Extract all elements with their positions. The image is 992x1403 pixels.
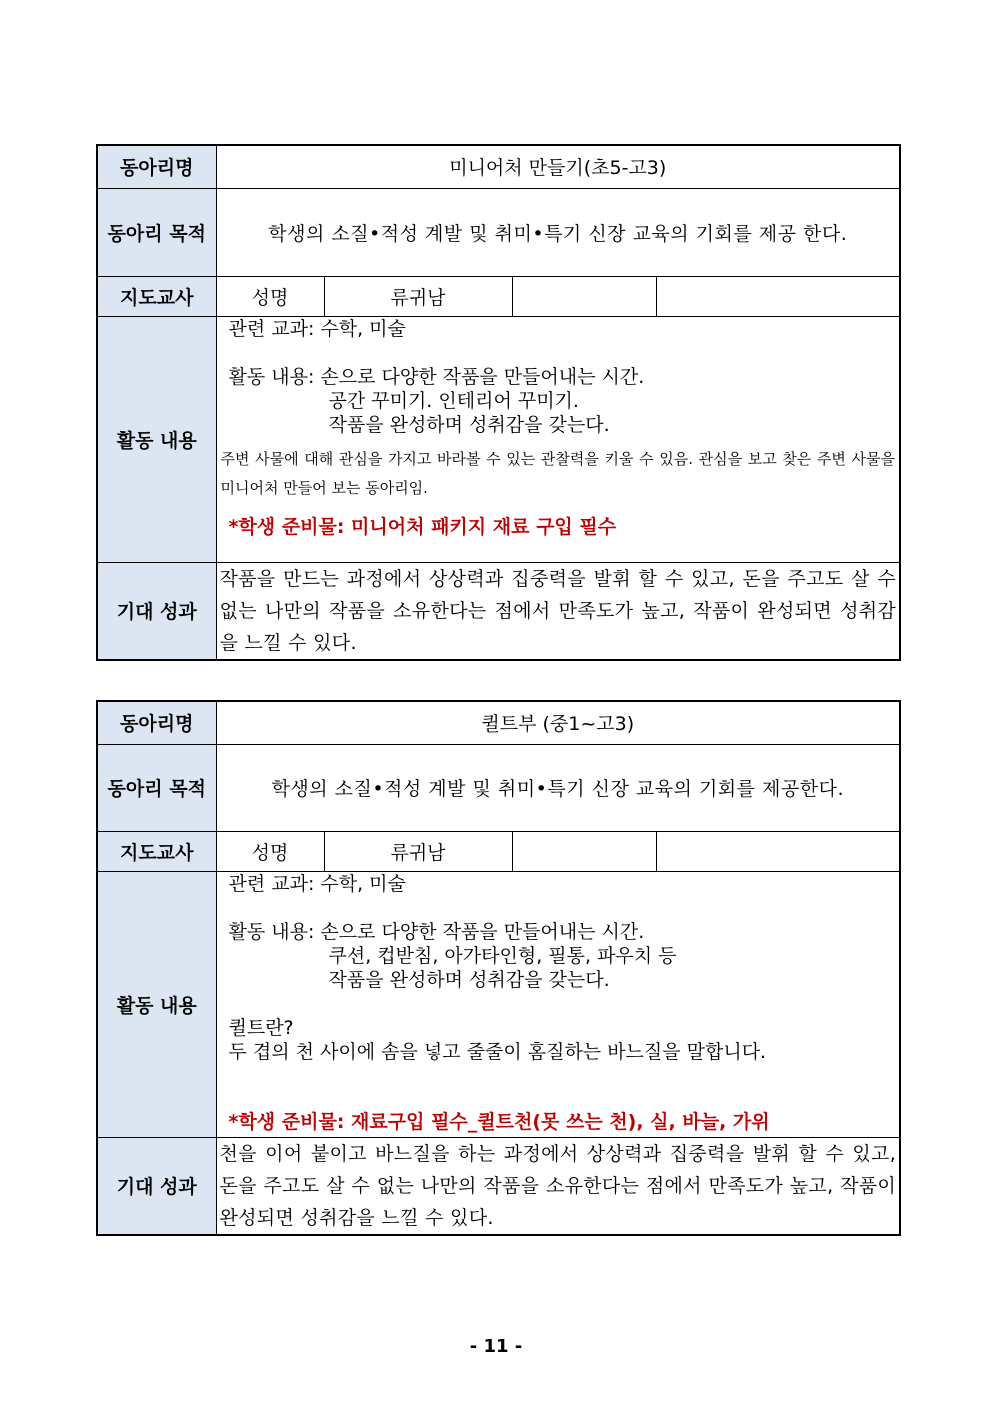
empty-cell [656, 276, 900, 316]
purpose-label: 동아리 목적 [97, 744, 216, 831]
activity-label: 활동 내용 [97, 316, 216, 562]
teacher-name-value: 류귀남 [324, 276, 512, 316]
page-number: - 11 - [469, 1336, 523, 1357]
teacher-name-label: 성명 [216, 831, 324, 871]
activity-content [216, 871, 900, 1137]
prep-note: *학생 준비물: 재료구입 필수_퀼트천(못 쓰는 천), 실, 바늘, 가위 [228, 1110, 770, 1133]
quilt-question: 퀼트란? [228, 1016, 294, 1039]
activity-line: 쿠션, 컵받침, 아가타인형, 필통, 파우치 등 [328, 944, 677, 967]
outcome-value: 작품을 만드는 과정에서 상상력과 집중력을 발휘 할 수 있고, 돈을 주고도 살 수 없는 나만의 작품을 소유한다는 점에서 만족도가 높고, 작품이 완성되면 성취감을 느낄 수 있다. [216, 562, 900, 660]
club-table-quilt [96, 700, 901, 1236]
teacher-label: 지도교사 [97, 276, 216, 316]
outcome-label: 기대 성과 [97, 562, 216, 660]
outcome-label: 기대 성과 [97, 1137, 216, 1235]
club-table-miniature [96, 144, 901, 661]
club-name-label: 동아리명 [97, 701, 216, 744]
empty-cell [512, 276, 656, 316]
activity-line: 공간 꾸미기. 인테리어 꾸미기. [328, 389, 579, 412]
activity-line: 작품을 완성하며 성취감을 갖는다. [328, 413, 610, 436]
outcome-value: 천을 이어 붙이고 바느질을 하는 과정에서 상상력과 집중력을 발휘 할 수 있고, 돈을 주고도 살 수 없는 나만의 작품을 소유한다는 점에서 만족도가 높고, 작품이 완성되면 성취감을 느낄 수 있다. [216, 1137, 900, 1235]
teacher-label: 지도교사 [97, 831, 216, 871]
teacher-name-label: 성명 [216, 276, 324, 316]
purpose-value: 학생의 소질•적성 계발 및 취미•특기 신장 교육의 기회를 제공한다. [216, 744, 900, 831]
activity-line: 활동 내용: 손으로 다양한 작품을 만들어내는 시간. [228, 365, 645, 388]
teacher-name-value: 류귀남 [324, 831, 512, 871]
subject-line: 관련 교과: 수학, 미술 [228, 872, 406, 895]
description-text: 주변 사물에 대해 관심을 가지고 바라볼 수 있는 관찰력을 키울 수 있음. 관심을 보고 찾은 주변 사물을 미니어처 만들어 보는 동아리임. [220, 449, 896, 497]
club-name-value: 미니어처 만들기(초5-고3) [216, 145, 900, 188]
subject-line: 관련 교과: 수학, 미술 [228, 317, 406, 340]
activity-line: 활동 내용: 손으로 다양한 작품을 만들어내는 시간. [228, 920, 645, 943]
purpose-label: 동아리 목적 [97, 188, 216, 276]
club-name-label: 동아리명 [97, 145, 216, 188]
activity-content [216, 316, 900, 562]
empty-cell [512, 831, 656, 871]
purpose-value: 학생의 소질•적성 계발 및 취미•특기 신장 교육의 기회를 제공 한다. [216, 188, 900, 276]
activity-label: 활동 내용 [97, 871, 216, 1137]
prep-note: *학생 준비물: 미니어처 패키지 재료 구입 필수 [228, 515, 617, 538]
quilt-definition: 두 겹의 천 사이에 솜을 넣고 줄줄이 홈질하는 바느질을 말합니다. [228, 1040, 767, 1063]
activity-line: 작품을 완성하며 성취감을 갖는다. [328, 968, 610, 991]
club-name-value: 퀼트부 (중1~고3) [216, 701, 900, 744]
empty-cell [656, 831, 900, 871]
